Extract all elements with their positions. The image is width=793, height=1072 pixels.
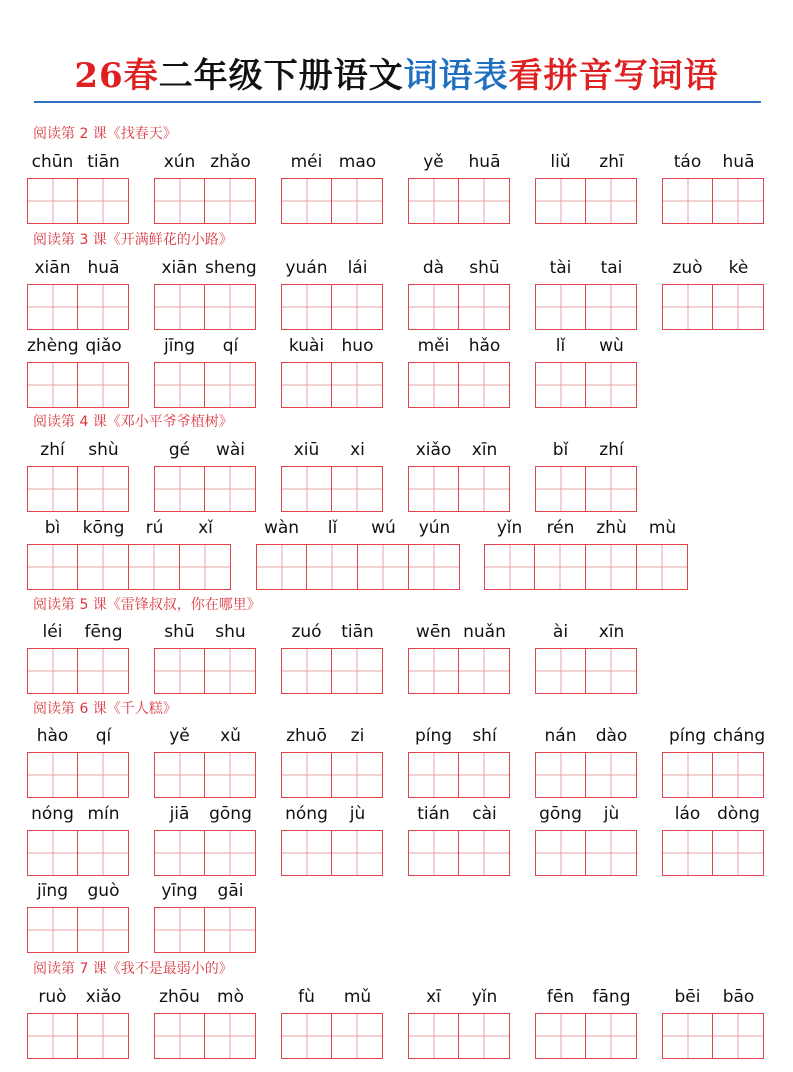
writing-cell[interactable] — [586, 830, 637, 876]
writing-cell[interactable] — [662, 178, 713, 224]
title-segment: 看拼音写词语 — [508, 56, 719, 96]
pinyin-syllable: lái — [347, 258, 368, 278]
pinyin-syllable: xīn — [598, 622, 625, 642]
pinyin-syllable: dà — [422, 258, 445, 278]
writing-cell[interactable] — [713, 1013, 764, 1059]
writing-cell[interactable] — [205, 830, 256, 876]
writing-cell[interactable] — [78, 466, 129, 512]
writing-cell[interactable] — [459, 466, 510, 512]
writing-cell[interactable] — [205, 362, 256, 408]
pinyin-syllable: fāng — [592, 987, 631, 1007]
writing-cell[interactable] — [27, 1013, 78, 1059]
writing-cell[interactable] — [662, 1013, 713, 1059]
pinyin-syllable: zhī — [599, 152, 624, 172]
pinyin-syllable: zhí — [40, 440, 65, 460]
writing-cell[interactable] — [27, 752, 78, 798]
writing-cell[interactable] — [459, 362, 510, 408]
writing-cell[interactable] — [154, 830, 205, 876]
writing-cell[interactable] — [408, 284, 459, 330]
writing-cell[interactable] — [332, 362, 383, 408]
writing-cell[interactable] — [713, 752, 764, 798]
pinyin-syllable: fù — [298, 987, 315, 1007]
pinyin-syllable: tai — [600, 258, 623, 278]
pinyin-syllable: rú — [145, 518, 164, 538]
pinyin-syllable: shí — [472, 726, 497, 746]
pinyin-syllable: léi — [42, 622, 63, 642]
writing-cell[interactable] — [281, 752, 332, 798]
writing-cell[interactable] — [408, 178, 459, 224]
pinyin-syllable: xiǎo — [415, 440, 452, 460]
writing-cell[interactable] — [713, 830, 764, 876]
pinyin-syllable: yún — [418, 518, 451, 538]
writing-cell[interactable] — [154, 1013, 205, 1059]
pinyin-syllable: yě — [423, 152, 444, 172]
writing-cell[interactable] — [586, 466, 637, 512]
writing-cell[interactable] — [78, 907, 129, 953]
writing-cell[interactable] — [27, 544, 78, 590]
writing-cell[interactable] — [281, 1013, 332, 1059]
writing-cell[interactable] — [154, 178, 205, 224]
writing-cell[interactable] — [154, 907, 205, 953]
pinyin-syllable: rén — [546, 518, 575, 538]
writing-cell[interactable] — [662, 284, 713, 330]
writing-cell[interactable] — [27, 284, 78, 330]
pinyin-syllable: zhí — [599, 440, 624, 460]
pinyin-syllable: wàn — [263, 518, 300, 538]
pinyin-syllable: gōng — [539, 804, 582, 824]
pinyin-syllable: mín — [87, 804, 120, 824]
pinyin-syllable: zhèng — [27, 336, 79, 356]
lesson-heading: 阅读第 2 课《找春天》 — [33, 126, 177, 142]
writing-cell[interactable] — [332, 178, 383, 224]
pinyin-syllable: zuó — [291, 622, 322, 642]
pinyin-syllable: wài — [215, 440, 246, 460]
pinyin-syllable: zhǎo — [210, 152, 251, 172]
pinyin-syllable: jù — [349, 804, 366, 824]
writing-cell[interactable] — [408, 362, 459, 408]
writing-cell[interactable] — [409, 544, 460, 590]
pinyin-syllable: jīng — [163, 336, 195, 356]
pinyin-syllable: mao — [338, 152, 377, 172]
writing-cell[interactable] — [459, 752, 510, 798]
pinyin-syllable: táo — [673, 152, 702, 172]
writing-cell[interactable] — [205, 1013, 256, 1059]
pinyin-syllable: hǎo — [468, 336, 501, 356]
pinyin-syllable: zhù — [596, 518, 627, 538]
writing-cell[interactable] — [332, 752, 383, 798]
pinyin-syllable: tài — [549, 258, 572, 278]
pinyin-syllable: bāo — [722, 987, 755, 1007]
writing-cell[interactable] — [662, 830, 713, 876]
writing-cell[interactable] — [281, 830, 332, 876]
pinyin-syllable: qiǎo — [85, 336, 122, 356]
writing-cell[interactable] — [205, 648, 256, 694]
writing-cell[interactable] — [27, 830, 78, 876]
writing-cell[interactable] — [154, 752, 205, 798]
lesson-heading: 阅读第 6 课《千人糕》 — [33, 701, 177, 717]
lesson-heading: 阅读第 5 课《雷锋叔叔，你在哪里》 — [33, 597, 261, 613]
writing-cell[interactable] — [586, 752, 637, 798]
writing-cell[interactable] — [205, 752, 256, 798]
pinyin-syllable: huā — [87, 258, 120, 278]
writing-cell[interactable] — [27, 907, 78, 953]
writing-cell[interactable] — [459, 648, 510, 694]
pinyin-syllable: dòng — [717, 804, 760, 824]
writing-cell[interactable] — [586, 284, 637, 330]
pinyin-syllable: huā — [468, 152, 501, 172]
pinyin-syllable: shu — [215, 622, 246, 642]
lesson-heading: 阅读第 4 课《邓小平爷爷植树》 — [33, 414, 233, 430]
writing-cell[interactable] — [484, 544, 535, 590]
writing-cell[interactable] — [154, 466, 205, 512]
writing-cell[interactable] — [78, 1013, 129, 1059]
pinyin-syllable: mù — [648, 518, 677, 538]
pinyin-syllable: nóng — [31, 804, 74, 824]
pinyin-syllable: zuò — [672, 258, 703, 278]
pinyin-syllable: píng — [668, 726, 707, 746]
pinyin-syllable: shū — [469, 258, 500, 278]
pinyin-syllable: jù — [603, 804, 620, 824]
page-title — [0, 52, 793, 100]
pinyin-syllable: nóng — [285, 804, 328, 824]
pinyin-syllable: gōng — [209, 804, 252, 824]
writing-cell[interactable] — [535, 752, 586, 798]
pinyin-syllable: jīng — [36, 881, 68, 901]
pinyin-syllable: zi — [350, 726, 365, 746]
writing-cell[interactable] — [205, 284, 256, 330]
pinyin-syllable: xǔ — [220, 726, 241, 746]
writing-cell[interactable] — [154, 362, 205, 408]
pinyin-syllable: tiān — [341, 622, 374, 642]
writing-cell[interactable] — [459, 178, 510, 224]
writing-cell[interactable] — [408, 648, 459, 694]
pinyin-syllable: gāi — [217, 881, 244, 901]
pinyin-syllable: xiān — [161, 258, 198, 278]
pinyin-syllable: hào — [36, 726, 69, 746]
writing-cell[interactable] — [637, 544, 688, 590]
pinyin-syllable: zhuō — [286, 726, 327, 746]
title-segment: 词语表 — [403, 56, 509, 96]
title-divider — [34, 101, 761, 103]
writing-cell[interactable] — [27, 648, 78, 694]
writing-cell[interactable] — [27, 362, 78, 408]
writing-cell[interactable] — [332, 830, 383, 876]
pinyin-syllable: láo — [674, 804, 701, 824]
writing-cell[interactable] — [408, 466, 459, 512]
pinyin-syllable: méi — [290, 152, 323, 172]
pinyin-syllable: jiā — [169, 804, 190, 824]
pinyin-syllable: xiǎo — [85, 987, 122, 1007]
writing-cell[interactable] — [154, 284, 205, 330]
pinyin-syllable: liǔ — [550, 152, 571, 172]
pinyin-syllable: bì — [44, 518, 61, 538]
writing-cell[interactable] — [408, 1013, 459, 1059]
writing-cell[interactable] — [180, 544, 231, 590]
writing-cell[interactable] — [713, 284, 764, 330]
writing-cell[interactable] — [307, 544, 358, 590]
pinyin-syllable: wù — [599, 336, 624, 356]
writing-cell[interactable] — [535, 466, 586, 512]
pinyin-syllable: cháng — [713, 726, 766, 746]
writing-cell[interactable] — [129, 544, 180, 590]
writing-cell[interactable] — [332, 1013, 383, 1059]
pinyin-syllable: xún — [163, 152, 196, 172]
pinyin-syllable: shū — [164, 622, 195, 642]
writing-cell[interactable] — [408, 830, 459, 876]
writing-cell[interactable] — [586, 648, 637, 694]
pinyin-syllable: huo — [341, 336, 374, 356]
pinyin-syllable: fēng — [84, 622, 123, 642]
pinyin-syllable: xīn — [471, 440, 498, 460]
pinyin-syllable: nán — [544, 726, 577, 746]
writing-cell[interactable] — [78, 544, 129, 590]
pinyin-syllable: lǐ — [555, 336, 566, 356]
lesson-heading: 阅读第 3 课《开满鲜花的小路》 — [33, 232, 233, 248]
pinyin-syllable: shù — [88, 440, 119, 460]
pinyin-syllable: fēn — [546, 987, 575, 1007]
writing-cell[interactable] — [205, 178, 256, 224]
pinyin-syllable: sheng — [205, 258, 257, 278]
writing-cell[interactable] — [78, 752, 129, 798]
pinyin-syllable: tiān — [87, 152, 120, 172]
pinyin-syllable: yě — [169, 726, 190, 746]
writing-cell[interactable] — [332, 466, 383, 512]
writing-cell[interactable] — [535, 544, 586, 590]
writing-cell[interactable] — [27, 178, 78, 224]
pinyin-syllable: yǐn — [471, 987, 498, 1007]
pinyin-syllable: xi — [350, 440, 365, 460]
pinyin-syllable: zhōu — [159, 987, 200, 1007]
writing-cell[interactable] — [662, 752, 713, 798]
pinyin-syllable: kōng — [82, 518, 125, 538]
writing-cell[interactable] — [281, 648, 332, 694]
pinyin-syllable: xiān — [34, 258, 71, 278]
pinyin-syllable: mǔ — [343, 987, 372, 1007]
writing-cell[interactable] — [535, 178, 586, 224]
title-segment: 二年级下册语文 — [158, 56, 404, 96]
writing-cell[interactable] — [78, 362, 129, 408]
writing-cell[interactable] — [281, 178, 332, 224]
writing-cell[interactable] — [586, 1013, 637, 1059]
writing-cell[interactable] — [535, 830, 586, 876]
pinyin-syllable: qí — [95, 726, 112, 746]
writing-cell[interactable] — [408, 752, 459, 798]
writing-cell[interactable] — [78, 178, 129, 224]
writing-cell[interactable] — [358, 544, 409, 590]
pinyin-syllable: huā — [722, 152, 755, 172]
pinyin-syllable: měi — [417, 336, 450, 356]
writing-cell[interactable] — [535, 284, 586, 330]
writing-cell[interactable] — [332, 648, 383, 694]
writing-cell[interactable] — [459, 830, 510, 876]
pinyin-syllable: wēn — [415, 622, 452, 642]
pinyin-syllable: xī — [426, 987, 441, 1007]
pinyin-syllable: dào — [595, 726, 628, 746]
writing-cell[interactable] — [332, 284, 383, 330]
pinyin-syllable: lǐ — [327, 518, 338, 538]
pinyin-syllable: yǐn — [496, 518, 523, 538]
pinyin-syllable: guò — [87, 881, 120, 901]
pinyin-syllable: kè — [728, 258, 749, 278]
writing-cell[interactable] — [586, 362, 637, 408]
writing-cell[interactable] — [205, 466, 256, 512]
writing-cell[interactable] — [535, 1013, 586, 1059]
pinyin-syllable: yīng — [161, 881, 198, 901]
pinyin-syllable: bēi — [674, 987, 701, 1007]
writing-cell[interactable] — [713, 178, 764, 224]
writing-cell[interactable] — [459, 284, 510, 330]
pinyin-syllable: qí — [222, 336, 239, 356]
pinyin-syllable: xiū — [293, 440, 320, 460]
pinyin-syllable: kuài — [288, 336, 325, 356]
pinyin-syllable: bǐ — [552, 440, 569, 460]
pinyin-syllable: cài — [472, 804, 497, 824]
pinyin-syllable: chūn — [31, 152, 74, 172]
pinyin-syllable: xǐ — [198, 518, 213, 538]
pinyin-syllable: mò — [217, 987, 244, 1007]
pinyin-syllable: wú — [371, 518, 396, 538]
title-segment: 26春 — [74, 56, 159, 96]
writing-cell[interactable] — [586, 544, 637, 590]
writing-cell[interactable] — [205, 907, 256, 953]
writing-cell[interactable] — [459, 1013, 510, 1059]
pinyin-syllable: tián — [417, 804, 450, 824]
writing-cell[interactable] — [78, 830, 129, 876]
writing-cell[interactable] — [281, 466, 332, 512]
writing-cell[interactable] — [281, 284, 332, 330]
pinyin-syllable: yuán — [285, 258, 328, 278]
pinyin-syllable: ruò — [38, 987, 67, 1007]
lesson-heading: 阅读第 7 课《我不是最弱小的》 — [33, 961, 233, 977]
pinyin-syllable: ài — [552, 622, 569, 642]
pinyin-syllable: píng — [414, 726, 453, 746]
writing-cell[interactable] — [535, 648, 586, 694]
writing-cell[interactable] — [535, 362, 586, 408]
writing-cell[interactable] — [154, 648, 205, 694]
pinyin-syllable: nuǎn — [463, 622, 506, 642]
writing-cell[interactable] — [78, 284, 129, 330]
writing-cell[interactable] — [256, 544, 307, 590]
writing-cell[interactable] — [27, 466, 78, 512]
writing-cell[interactable] — [78, 648, 129, 694]
writing-cell[interactable] — [586, 178, 637, 224]
writing-cell[interactable] — [281, 362, 332, 408]
pinyin-syllable: gé — [168, 440, 191, 460]
